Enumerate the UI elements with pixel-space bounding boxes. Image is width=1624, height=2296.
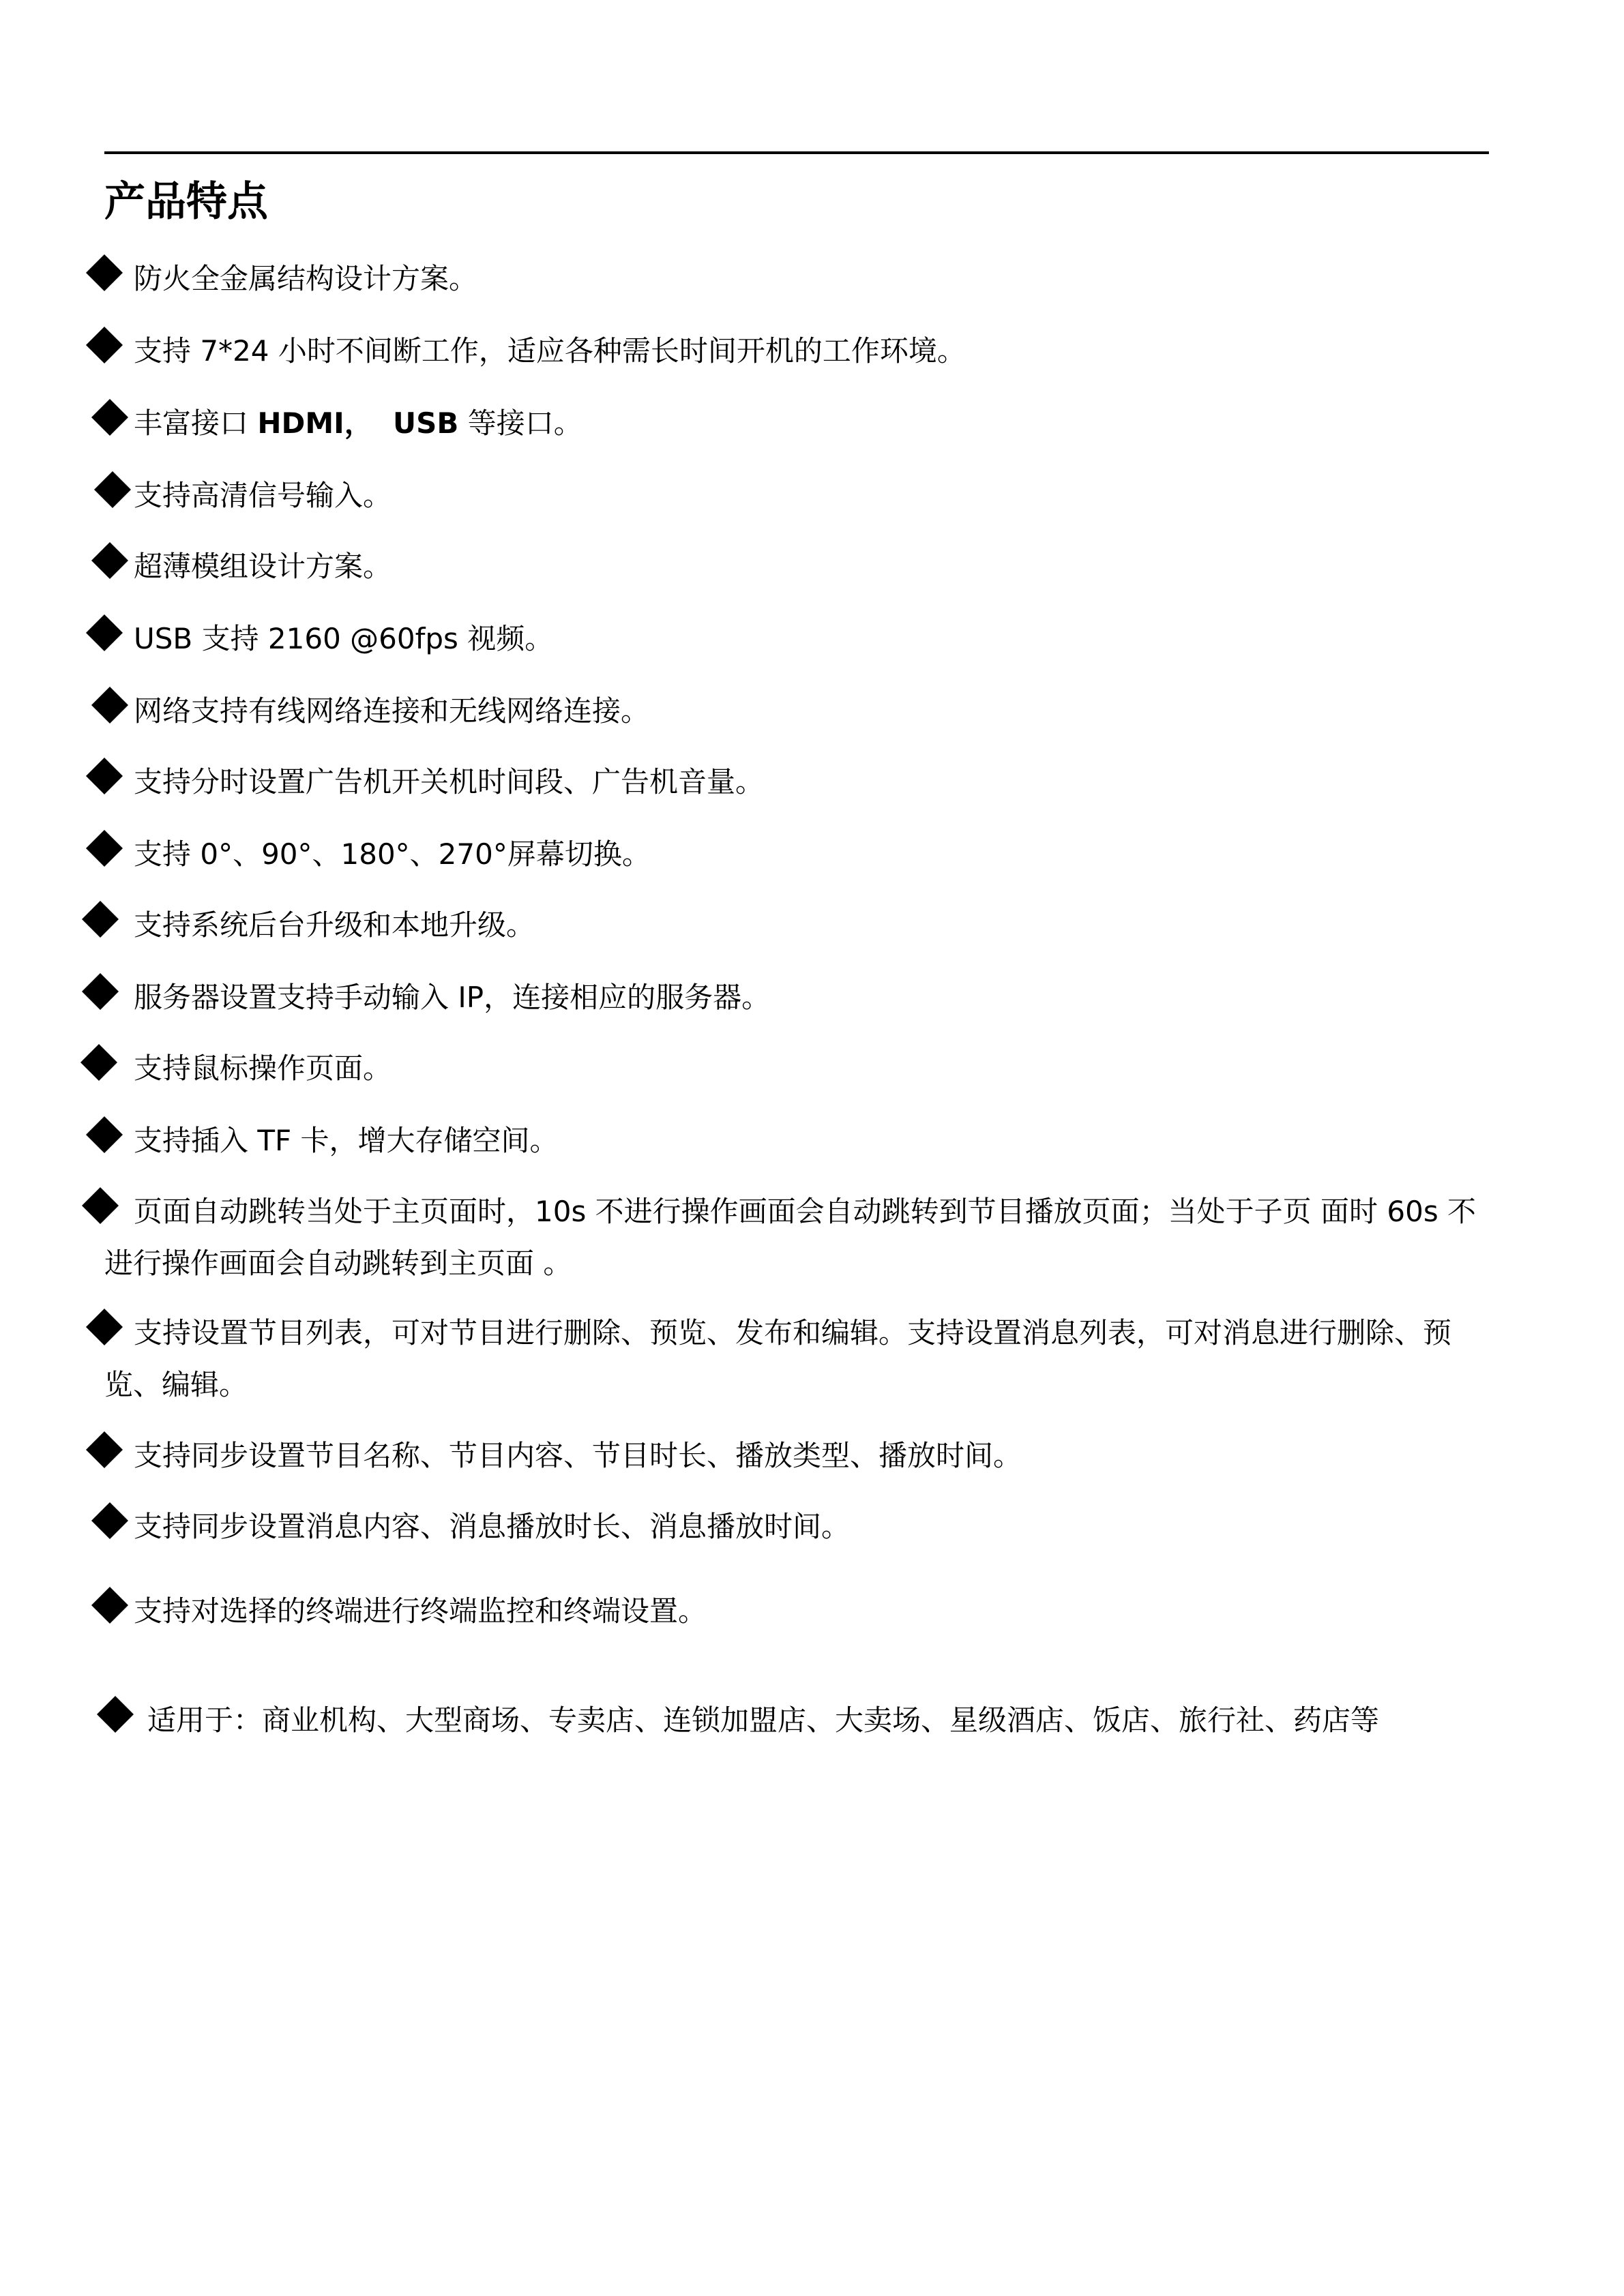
feature-text-post: 等接口。 bbox=[458, 406, 582, 440]
diamond-bullet-icon bbox=[85, 1430, 124, 1470]
feature-text: 支持鼠标操作页面。 bbox=[134, 1052, 392, 1085]
diamond-bullet-icon bbox=[80, 899, 120, 939]
diamond-bullet-icon bbox=[90, 398, 130, 437]
feature-text: 支持系统后台升级和本地升级。 bbox=[134, 908, 535, 942]
feature-text-interfaces: HDMI， USB bbox=[257, 406, 459, 440]
feature-text: 适用于：商业机构、大型商场、专卖店、连锁加盟店、大卖场、星级酒店、饭店、旅行社、药店等 bbox=[147, 1703, 1380, 1737]
diamond-bullet-icon bbox=[90, 541, 130, 580]
feature-text: 支持高清信号输入。 bbox=[134, 479, 392, 512]
feature-text bbox=[134, 398, 1492, 449]
feature-text: 支持 7*24 小时不间断工作，适应各种需长时间开机的工作环境。 bbox=[134, 334, 966, 368]
feature-text: USB 支持 2160 @60fps 视频。 bbox=[134, 622, 554, 655]
feature-text: 网络支持有线网络连接和无线网络连接。 bbox=[134, 694, 650, 728]
feature-text: 防火全金属结构设计方案。 bbox=[134, 262, 478, 295]
diamond-bullet-icon bbox=[79, 1043, 119, 1082]
diamond-bullet-icon bbox=[85, 1115, 124, 1154]
diamond-bullet-icon bbox=[90, 1585, 130, 1625]
feature-text: 超薄模组设计方案。 bbox=[134, 550, 392, 583]
feature-text-pre: 丰富接口 bbox=[134, 406, 258, 440]
feature-text: 支持分时设置广告机开关机时间段、广告机音量。 bbox=[134, 765, 765, 799]
feature-text: 页面自动跳转当处于主页面时，10s 不进行操作画面会自动跳转到节目播放页面；当处于子页 面时 60s 不进行操作画面会自动跳转到主页面 。 bbox=[104, 1195, 1477, 1280]
diamond-bullet-icon bbox=[80, 972, 120, 1011]
diamond-bullet-icon bbox=[85, 613, 124, 653]
diamond-bullet-icon bbox=[90, 685, 130, 725]
feature-text: 支持同步设置节目名称、节目内容、节目时长、播放类型、播放时间。 bbox=[134, 1439, 1022, 1472]
feature-text: 服务器设置支持手动输入 IP，连接相应的服务器。 bbox=[134, 981, 771, 1014]
feature-text: 支持对选择的终端进行终端监控和终端设置。 bbox=[134, 1594, 707, 1628]
section-title: 产品特点 bbox=[104, 178, 268, 226]
diamond-bullet-icon bbox=[85, 325, 124, 365]
feature-text: 支持设置节目列表，可对节目进行删除、预览、发布和编辑。支持设置消息列表，可对消息进行删除、预览、编辑。 bbox=[104, 1316, 1452, 1401]
feature-text: 支持 0°、90°、180°、270°屏幕切换。 bbox=[134, 837, 651, 871]
diamond-bullet-icon bbox=[85, 253, 124, 293]
feature-text: 支持同步设置消息内容、消息播放时长、消息播放时间。 bbox=[134, 1510, 851, 1543]
diamond-bullet-icon bbox=[85, 829, 124, 868]
diamond-bullet-icon bbox=[85, 756, 124, 796]
diamond-bullet-icon bbox=[90, 1501, 130, 1540]
diamond-bullet-icon bbox=[93, 470, 132, 509]
header-rule bbox=[104, 151, 1489, 154]
feature-text: 支持插入 TF 卡，增大存储空间。 bbox=[134, 1124, 559, 1157]
diamond-bullet-icon bbox=[95, 1695, 135, 1734]
